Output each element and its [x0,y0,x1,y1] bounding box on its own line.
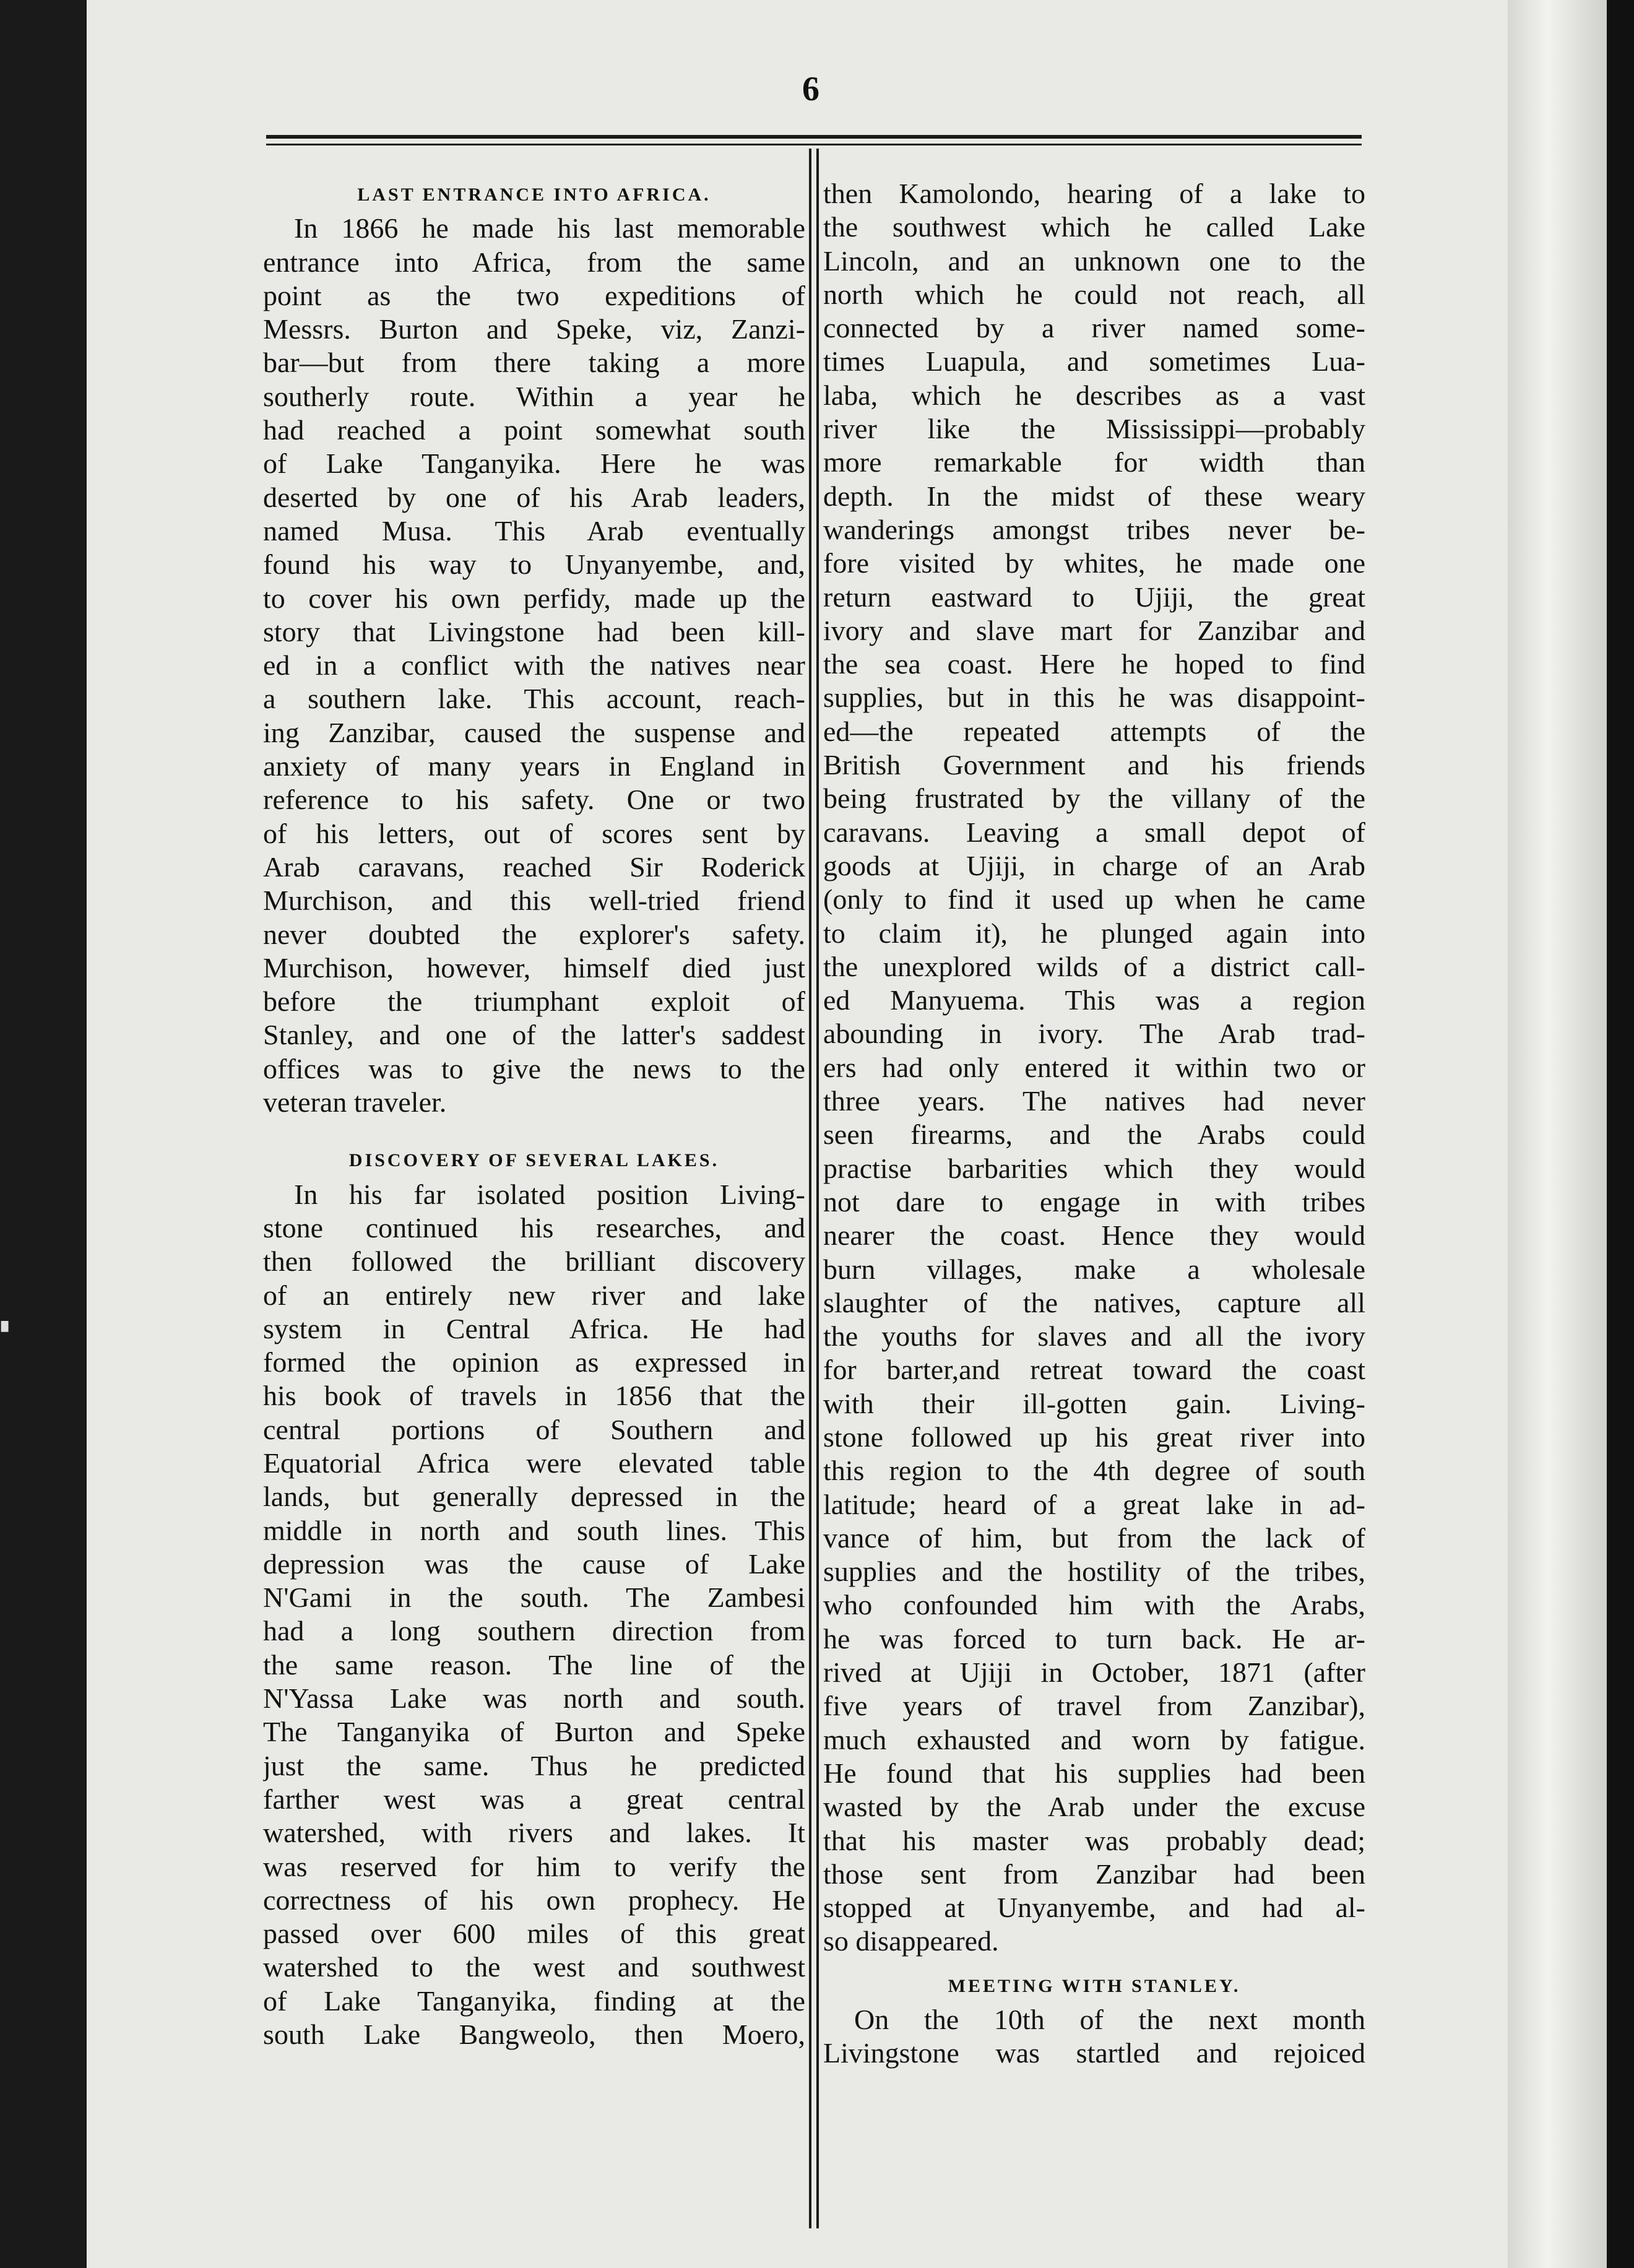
text-line: those sent from Zanzibar had been [823,1858,1365,1890]
text-line: this region to the 4th degree of south [823,1455,1365,1487]
text-line: depression was the cause of Lake [263,1547,805,1580]
text-line: laba, which he describes as a vast [823,379,1365,411]
scan-border [1607,0,1634,2268]
column-divider [809,149,811,2228]
text-line: had reached a point somewhat south [263,414,805,446]
text-line: Livingstone was startled and rejoiced [823,2037,1365,2069]
text-line: British Government and his friends [823,749,1365,781]
text-line: Lincoln, and an unknown one to the [823,245,1365,277]
text-line: nearer the coast. Hence they would [823,1219,1365,1252]
paragraph [823,177,1365,1959]
text-line: wanderings amongst tribes never be- [823,513,1365,545]
text-line: wasted by the Arab under the excuse [823,1791,1365,1823]
column-divider [816,149,819,2228]
text-line: found his way to Unyanyembe, and, [263,548,805,581]
text-line: seen firearms, and the Arabs could [823,1119,1365,1151]
text-line: more remarkable for width than [823,446,1365,478]
text-line: farther west was a great central [263,1783,805,1815]
text-line: not dare to engage in with tribes [823,1185,1365,1218]
text-line: before the triumphant exploit of [263,985,805,1018]
book-spine [1508,0,1607,2268]
text-line: south Lake Bangweolo, then Moero, [263,2019,805,2051]
text-line: system in Central Africa. He had [263,1312,805,1344]
text-line: river like the Mississippi—probably [823,413,1365,445]
text-line: watershed, with rivers and lakes. It [263,1817,805,1849]
text-line: times Luapula, and sometimes Lua- [823,345,1365,378]
text-line: being frustrated by the villany of the [823,782,1365,815]
text-line: Murchison, and this well-tried friend [263,885,805,917]
text-line: rived at Ujiji in October, 1871 (after [823,1656,1365,1689]
text-line: In 1866 he made his last memorable [294,212,805,245]
text-line: (only to find it used up when he came [823,883,1365,915]
text-line: In his far isolated position Living- [294,1178,805,1210]
paragraph [263,1178,805,2052]
text-line: stone followed up his great river into [823,1421,1365,1453]
text-line: of Lake Tanganyika. Here he was [263,448,805,480]
text-line: with their ill-gotten gain. Living- [823,1387,1365,1419]
text-line: for barter,and retreat toward the coast [823,1354,1365,1386]
text-line: anxiety of many years in England in [263,750,805,782]
text-line: of his letters, out of scores sent by [263,817,805,849]
text-line: he was forced to turn back. He ar- [823,1622,1365,1655]
text-line: bar—but from there taking a more [263,347,805,379]
text-line: ing Zanzibar, caused the suspense and [263,716,805,748]
text-line: the youths for slaves and all the ivory [823,1320,1365,1353]
text-line: had a long southern direction from [263,1615,805,1647]
text-line: correctness of his own prophecy. He [263,1884,805,1916]
header-rule [266,135,1362,139]
text-line: entrance into Africa, from the same [263,246,805,278]
text-line: of an entirely new river and lake [263,1279,805,1311]
text-line: a southern lake. This account, reach- [263,683,805,715]
text-line: north which he could not reach, all [823,278,1365,310]
text-line: ed in a conflict with the natives near [263,649,805,682]
text-line: middle in north and south lines. This [263,1514,805,1546]
text-line: lands, but generally depressed in the [263,1481,805,1513]
text-line: much exhausted and worn by fatigue. [823,1723,1365,1755]
left-column [263,178,805,2051]
text-line: central portions of Southern and [263,1413,805,1445]
text-line: stone continued his researches, and [263,1211,805,1244]
text-line: Arab caravans, reached Sir Roderick [263,850,805,883]
text-line: He found that his supplies had been [823,1757,1365,1789]
text-line: the unexplored wilds of a district call- [823,950,1365,982]
text-line: then followed the brilliant discovery [263,1245,805,1278]
text-line: Murchison, however, himself died just [263,951,805,984]
text-line: five years of travel from Zanzibar), [823,1690,1365,1722]
margin-mark: ▘ [1,1322,16,1343]
text-line: that his master was probably dead; [823,1824,1365,1856]
text-line: deserted by one of his Arab leaders, [263,481,805,513]
text-line: never doubted the explorer's safety. [263,918,805,950]
text-line: to cover his own perfidy, made up the [263,582,805,614]
text-line: the southwest which he called Lake [823,211,1365,243]
text-line: veteran traveler. [263,1086,447,1119]
text-line: Stanley, and one of the latter's saddest [263,1019,805,1051]
text-line: caravans. Leaving a small depot of [823,816,1365,848]
text-line: supplies and the hostility of the tribes, [823,1556,1365,1588]
text-line: burn villages, make a wholesale [823,1253,1365,1285]
text-line: supplies, but in this he was disappoint- [823,682,1365,714]
text-line: of Lake Tanganyika, finding at the [263,1984,805,2017]
paragraph [823,2003,1365,2071]
section-heading: DISCOVERY OF SEVERAL LAKES. [348,1150,720,1171]
text-line: fore visited by whites, he made one [823,547,1365,579]
text-line: the same reason. The line of the [263,1648,805,1681]
text-line: ed—the repeated attempts of the [823,715,1365,747]
text-line: three years. The natives had never [823,1085,1365,1117]
text-line: the sea coast. Here he hoped to find [823,648,1365,680]
text-line: just the same. Thus he predicted [263,1749,805,1781]
text-line: On the 10th of the next month [854,2004,1365,2036]
text-line: latitude; heard of a great lake in ad- [823,1488,1365,1520]
text-line: reference to his safety. One or two [263,784,805,816]
text-line: who confounded him with the Arabs, [823,1589,1365,1621]
text-line: slaughter of the natives, capture all [823,1286,1365,1318]
text-line: goods at Ujiji, in charge of an Arab [823,849,1365,881]
text-line: N'Yassa Lake was north and south. [263,1682,805,1715]
text-line: Equatorial Africa were elevated table [263,1447,805,1479]
section-heading: MEETING WITH STANLEY. [948,1975,1241,1996]
text-line: The Tanganyika of Burton and Speke [263,1716,805,1748]
section-heading: LAST ENTRANCE INTO AFRICA. [357,184,711,205]
text-line: ed Manyuema. This was a region [823,984,1365,1016]
text-line: to claim it), he plunged again into [823,917,1365,949]
text-line: return eastward to Ujiji, the great [823,581,1365,613]
text-line: so disappeared. [823,1925,999,1957]
text-line: offices was to give the news to the [263,1052,805,1084]
text-line: then Kamolondo, hearing of a lake to [823,178,1365,209]
text-line: practise barbarities which they would [823,1152,1365,1184]
text-line: watershed to the west and southwest [263,1951,805,1983]
text-line: passed over 600 miles of this great [263,1918,805,1950]
text-line: connected by a river named some- [823,312,1365,344]
right-column [823,177,1365,2071]
text-line: abounding in ivory. The Arab trad- [823,1018,1365,1050]
paragraph [263,212,805,1119]
text-line: story that Livingstone had been kill- [263,615,805,647]
text-line: depth. In the midst of these weary [823,480,1365,512]
text-line: stopped at Unyanyembe, and had al- [823,1892,1365,1924]
text-line: point as the two expeditions of [263,279,805,311]
header-rule-thin [266,144,1362,145]
text-line: named Musa. This Arab eventually [263,514,805,547]
text-line: vance of him, but from the lack of [823,1521,1365,1554]
text-line: ers had only entered it within two or [823,1051,1365,1083]
text-line: his book of travels in 1856 that the [263,1380,805,1412]
text-line: southerly route. Within a year he [263,380,805,412]
text-line: formed the opinion as expressed in [263,1346,805,1379]
page-number: 6 [802,70,819,108]
text-line: ivory and slave mart for Zanzibar and [823,614,1365,646]
text-line: Messrs. Burton and Speke, viz, Zanzi- [263,313,805,345]
text-line: N'Gami in the south. The Zambesi [263,1582,805,1614]
text-line: was reserved for him to verify the [263,1850,805,1882]
